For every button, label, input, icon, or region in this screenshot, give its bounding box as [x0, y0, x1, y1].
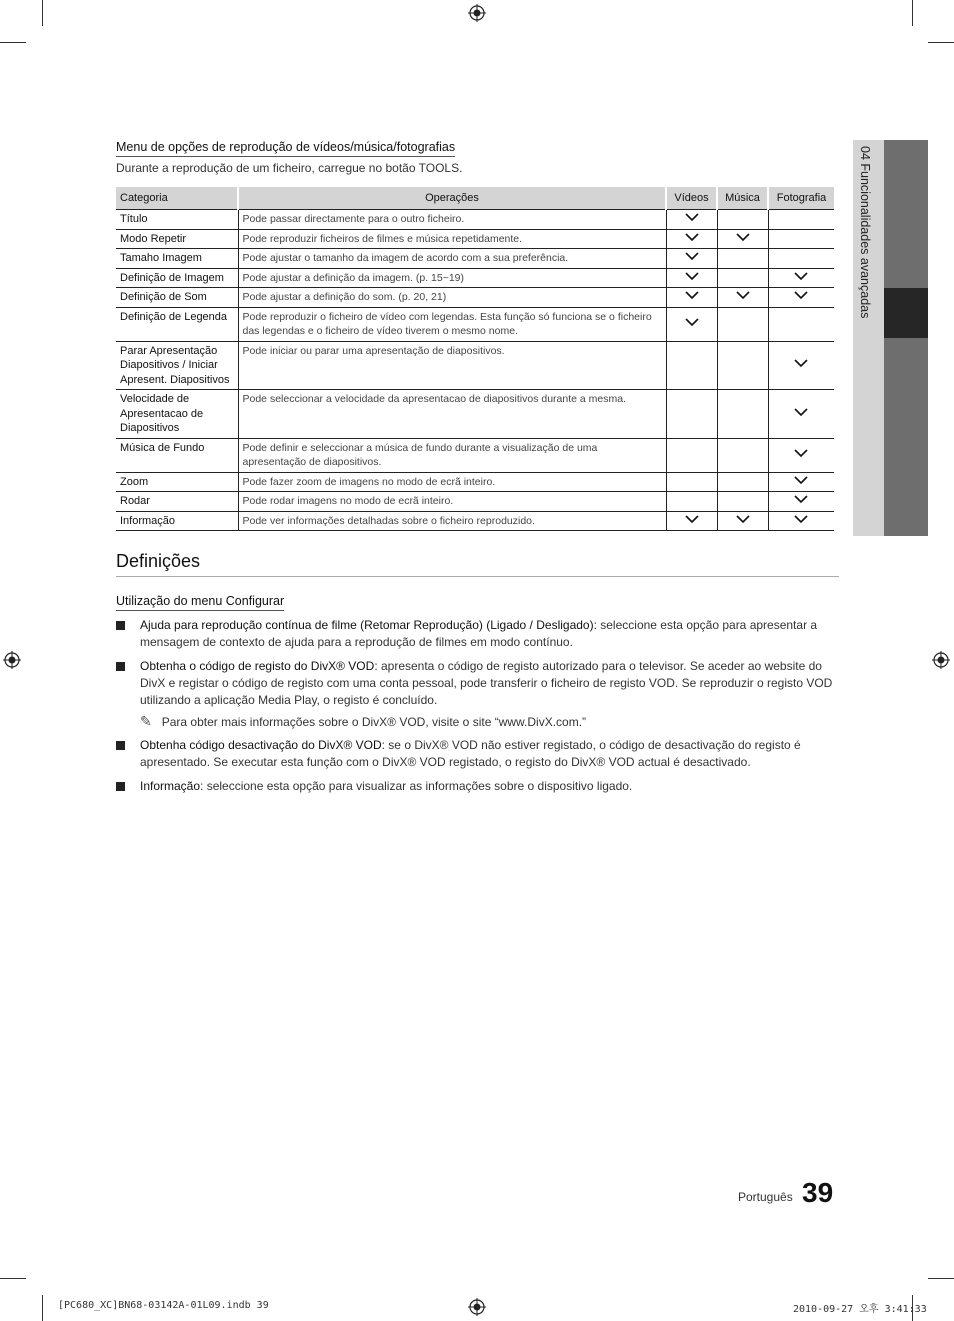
definitions-divider [116, 576, 839, 577]
row-category: Título [116, 210, 238, 230]
row-photo-cell [768, 210, 834, 230]
row-photo-cell [768, 307, 834, 341]
checkmark-icon [684, 251, 700, 261]
row-video-cell [666, 268, 717, 288]
row-photo-cell [768, 511, 834, 531]
row-photo-cell [768, 492, 834, 512]
crop-mark [42, 0, 43, 26]
section-title: Menu de opções de reprodução de vídeos/música/fotografias [116, 140, 455, 157]
definitions-subtitle: Utilização do menu Configurar [116, 594, 284, 611]
bullet-square-icon [116, 662, 125, 671]
row-photo-cell [768, 249, 834, 269]
row-video-cell [666, 472, 717, 492]
header-category: Categoria [116, 187, 238, 210]
row-category: Definição de Imagem [116, 268, 238, 288]
table-body [116, 210, 834, 531]
row-operation: Pode ajustar a definição da imagem. (p. 15~19) [238, 268, 666, 288]
row-operation: Pode passar directamente para o outro ficheiro. [238, 210, 666, 230]
definition-term: Ajuda para reprodução contínua de filme (Retomar Reprodução) (Ligado / Desligado) [140, 618, 594, 632]
row-photo-cell [768, 229, 834, 249]
row-category: Parar Apresentação Diapositivos / Iniciar Apresent. Diapositivos [116, 341, 238, 390]
row-category: Música de Fundo [116, 438, 238, 472]
definition-item [116, 617, 836, 651]
print-file-info: [PC680_XC]BN68-03142A-01L09.indb 39 [58, 1300, 269, 1311]
crop-mark [928, 1278, 954, 1279]
table-row [116, 307, 834, 341]
row-operation: Pode reproduzir o ficheiro de vídeo com legendas. Esta função só funciona se o ficheiro das legendas e o ficheiro de vídeo tiverem o mesmo nome. [238, 307, 666, 341]
options-table [116, 187, 834, 531]
table-row [116, 341, 834, 390]
row-operation: Pode ajustar o tamanho da imagem de acordo com a sua preferência. [238, 249, 666, 269]
checkmark-icon [684, 212, 700, 222]
section-intro: Durante a reprodução de um ficheiro, carregue no botão TOOLS. [116, 161, 463, 175]
row-category: Definição de Som [116, 288, 238, 308]
row-photo-cell [768, 268, 834, 288]
bullet-square-icon [116, 782, 125, 791]
header-operations: Operações [238, 187, 666, 210]
table-row [116, 438, 834, 472]
table-row [116, 288, 834, 308]
registration-mark-icon [468, 1298, 486, 1316]
checkmark-icon [735, 232, 751, 242]
row-operation: Pode rodar imagens no modo de ecrã inteiro. [238, 492, 666, 512]
row-video-cell [666, 438, 717, 472]
row-photo-cell [768, 390, 834, 439]
row-category: Tamaho Imagem [116, 249, 238, 269]
row-operation: Pode seleccionar a velocidade da apresentacao de diapositivos durante a mesma. [238, 390, 666, 439]
checkmark-icon [793, 475, 809, 485]
row-photo-cell [768, 472, 834, 492]
definitions-title: Definições [116, 551, 201, 571]
note-pencil-icon: ✎ [140, 713, 152, 729]
row-video-cell [666, 249, 717, 269]
row-music-cell [717, 229, 768, 249]
definition-note [140, 713, 586, 730]
row-operation: Pode iniciar ou parar uma apresentação de diapositivos. [238, 341, 666, 390]
table-row [116, 472, 834, 492]
checkmark-icon [793, 290, 809, 300]
definition-term: Informação [140, 779, 201, 793]
row-operation: Pode fazer zoom de imagens no modo de ecrã inteiro. [238, 472, 666, 492]
side-tab-dark [884, 140, 928, 536]
registration-mark-icon [932, 651, 950, 669]
checkmark-icon [684, 271, 700, 281]
checkmark-icon [793, 271, 809, 281]
row-category: Velocidade de Apresentacao de Diapositivos [116, 390, 238, 439]
row-category: Modo Repetir [116, 229, 238, 249]
row-music-cell [717, 288, 768, 308]
checkmark-icon [793, 514, 809, 524]
note-text: Para obter mais informações sobre o DivX® VOD, visite o site “www.DivX.com.” [161, 715, 587, 729]
row-music-cell [717, 307, 768, 341]
row-music-cell [717, 249, 768, 269]
table-row [116, 249, 834, 269]
definition-desc: : seleccione esta opção para visualizar as informações sobre o dispositivo ligado. [200, 779, 633, 793]
side-tab-active-marker [884, 288, 928, 338]
row-music-cell [717, 472, 768, 492]
registration-mark-icon [3, 651, 21, 669]
row-video-cell [666, 341, 717, 390]
row-category: Rodar [116, 492, 238, 512]
registration-mark-icon [468, 4, 486, 22]
row-music-cell [717, 210, 768, 230]
row-operation: Pode reproduzir ficheiros de filmes e música repetidamente. [238, 229, 666, 249]
row-photo-cell [768, 438, 834, 472]
table-row [116, 268, 834, 288]
crop-mark [42, 1295, 43, 1321]
crop-mark [0, 42, 26, 43]
checkmark-icon [684, 290, 700, 300]
header-music: Música [717, 187, 768, 210]
row-music-cell [717, 268, 768, 288]
table-row [116, 492, 834, 512]
checkmark-icon [735, 514, 751, 524]
row-operation: Pode definir e seleccionar a música de fundo durante a visualização de uma apresentação de diapositivos. [238, 438, 666, 472]
checkmark-icon [793, 407, 809, 417]
checkmark-icon [684, 232, 700, 242]
checkmark-icon [684, 317, 700, 327]
row-video-cell [666, 229, 717, 249]
row-music-cell [717, 341, 768, 390]
crop-mark [928, 42, 954, 43]
row-photo-cell [768, 288, 834, 308]
table-row [116, 229, 834, 249]
checkmark-icon [684, 514, 700, 524]
row-video-cell [666, 307, 717, 341]
checkmark-icon [793, 358, 809, 368]
header-photo: Fotografia [768, 187, 834, 210]
table-row [116, 210, 834, 230]
bullet-square-icon [116, 741, 125, 750]
definition-term: Obtenha código desactivação do DivX® VOD [140, 738, 382, 752]
checkmark-icon [735, 290, 751, 300]
row-operation: Pode ver informações detalhadas sobre o ficheiro reproduzido. [238, 511, 666, 531]
table-header-row [116, 187, 834, 210]
definition-item [116, 658, 836, 709]
row-category: Definição de Legenda [116, 307, 238, 341]
row-video-cell [666, 511, 717, 531]
definition-item [116, 778, 836, 795]
table-row [116, 511, 834, 531]
crop-mark [912, 0, 913, 26]
row-music-cell [717, 438, 768, 472]
checkmark-icon [793, 448, 809, 458]
definition-desc: : seleccione esta opção para apresentar a mensagem de contexto de ajuda para a reprodução de filmes em modo contínuo. [140, 618, 818, 649]
checkmark-icon [793, 494, 809, 504]
definition-desc: : se o DivX® VOD não estiver registado, o código de desactivação do registo é apresentado. Se executar esta função com o DivX® VOD registado, o registo do DivX® VOD actual é desactivado. [140, 738, 801, 769]
row-category: Informação [116, 511, 238, 531]
bullet-square-icon [116, 621, 125, 630]
definition-item [116, 737, 836, 771]
table-row [116, 390, 834, 439]
print-date-info: 2010-09-27 오후 3:41:33 [793, 1304, 927, 1315]
row-video-cell [666, 390, 717, 439]
row-category: Zoom [116, 472, 238, 492]
row-music-cell [717, 492, 768, 512]
footer-language: Português [738, 1190, 793, 1204]
row-music-cell [717, 511, 768, 531]
row-music-cell [717, 390, 768, 439]
row-photo-cell [768, 341, 834, 390]
side-tab-label: 04 Funcionalidades avançadas [858, 146, 872, 319]
crop-mark [0, 1278, 26, 1279]
definition-desc: : apresenta o código de registo autorizado para o televisor. Se aceder ao website do DivX e registar o código de registo com uma conta pessoal, pode transferir o ficheiro de registo VOD. Se reproduzir o registo VOD utilizando a aplicação Media Play, o registo é concluído. [140, 659, 833, 707]
row-video-cell [666, 288, 717, 308]
definition-term: Obtenha o código de registo do DivX® VOD [140, 659, 375, 673]
row-video-cell [666, 492, 717, 512]
header-videos: Vídeos [666, 187, 717, 210]
row-video-cell [666, 210, 717, 230]
row-operation: Pode ajustar a definição do som. (p. 20, 21) [238, 288, 666, 308]
page-number: 39 [802, 1177, 834, 1208]
